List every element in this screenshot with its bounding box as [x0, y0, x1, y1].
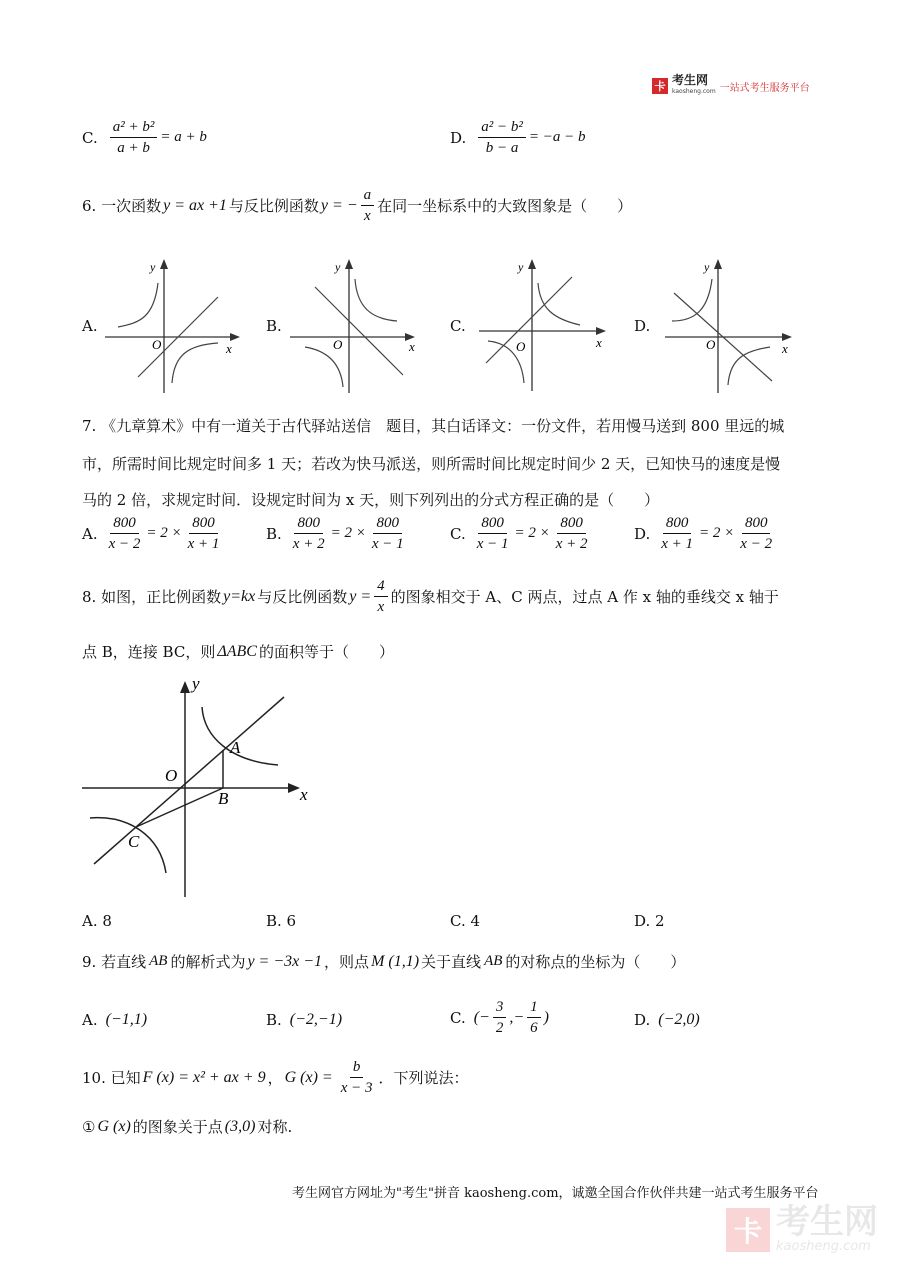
q10-stem: 10. 已知 F (x) = x² + ax + 9 ， G (x) = $\frac{b}{x - 3}$ ．下列说法：	[82, 1059, 469, 1096]
svg-text:y: y	[518, 260, 524, 274]
svg-text:C: C	[128, 832, 140, 851]
brand-name: 考生网	[672, 73, 709, 87]
svg-text:y: y	[192, 675, 200, 693]
q8-figure	[80, 675, 320, 905]
footer-text: 考生网官方网址为"考生"拼音 kaosheng.com，诚邀全国合作伙伴共建一站式考生服务平台	[292, 1186, 819, 1201]
q5-c-fraction: $\frac{\text{a² + b²}}{a + b}$	[110, 118, 158, 157]
svg-text:O: O	[516, 339, 526, 354]
svg-text:O: O	[152, 337, 162, 352]
q8-option-b: B. 6	[266, 912, 297, 930]
svg-text:x: x	[226, 341, 232, 356]
q8-stem-line-2: 点 B，连接 BC，则 ΔABC 的面积等于（ ）	[82, 642, 394, 661]
q9-option-d: D. (−2,0)	[634, 1011, 700, 1029]
q9-option-a: A. (−1,1)	[82, 1011, 148, 1029]
svg-text:O: O	[706, 337, 716, 352]
svg-text:A: A	[230, 738, 241, 757]
watermark-url: kaosheng.com	[776, 1239, 871, 1254]
q6-option-c-label: C.	[450, 317, 466, 335]
svg-text:x: x	[300, 785, 308, 804]
q5-option-c: C. $\frac{\text{a² + b²}}{a + b}$ = a + b	[82, 119, 207, 156]
svg-text:O: O	[165, 766, 178, 785]
svg-text:x: x	[409, 339, 415, 354]
q5-option-d: D. $\frac{\text{a² − b²}}{b - a}$ = −a − b	[450, 119, 586, 156]
svg-text:B: B	[218, 789, 229, 808]
q9-option-c: C. (− $\frac{3}{2}$ ,− $\frac{1}{6}$ )	[450, 999, 549, 1036]
q8-option-d: D. 2	[634, 912, 665, 930]
brand-slogan: 一站式考生服务平台	[719, 82, 810, 94]
q8-option-a: A. 8	[82, 912, 112, 930]
q7-line-1: 7. 《九章算术》中有一道关于古代驿站送信 题目，其白话译文：一份文件，若用慢马送到 800 里远的城	[82, 417, 785, 435]
q7-line-2: 市，所需时间比规定时间多 1 天；若改为快马派送，则所需时间比规定时间少 2 天，已知快马的速度是慢	[82, 455, 781, 473]
watermark-logo-icon: 卡	[726, 1208, 770, 1252]
q8-option-c: C. 4	[450, 912, 481, 930]
q7-option-c: C. $\frac{800}{x - 1}$ = 2 × $\frac{800}{x + 2}$	[450, 515, 588, 552]
q6-graph-b	[285, 255, 435, 397]
q6-graph-c	[474, 255, 624, 397]
q6-option-b-label: B.	[266, 317, 282, 335]
logo-icon: 卡	[652, 78, 668, 94]
svg-text:y: y	[335, 260, 341, 274]
q5-d-fraction: $\frac{\text{a² − b²}}{b - a}$	[478, 118, 526, 157]
site-logo	[652, 74, 810, 98]
q6-graph-d	[660, 255, 810, 397]
svg-text:y: y	[150, 260, 156, 274]
q10-item-1: ① G (x) 的图象关于点 (3,0) 对称.	[82, 1117, 293, 1136]
q7-option-d: D. $\frac{800}{x + 1}$ = 2 × $\frac{800}{x - 2}$	[634, 515, 773, 552]
watermark	[726, 1202, 878, 1254]
q6-graph-a	[100, 255, 250, 397]
brand-url: kaosheng.com	[672, 88, 716, 95]
q8-stem-line-1: 8. 如图，正比例函数 y=kx 与反比例函数 y = $\frac{4}{x}$ 的图象相交于 A、C 两点，过点 A 作 x 轴的垂线交 x 轴于	[82, 578, 779, 615]
q6-option-d-label: D.	[634, 317, 651, 335]
q7-line-3: 马的 2 倍，求规定时间．设规定时间为 x 天，则下列列出的分式方程正确的是（ ）	[82, 491, 660, 509]
watermark-text: 考生网	[776, 1202, 878, 1242]
svg-text:x: x	[782, 341, 788, 356]
svg-text:O: O	[333, 337, 343, 352]
q7-option-a: A. $\frac{800}{x - 2}$ = 2 × $\frac{800}{x + 1}$	[82, 515, 220, 552]
q9-option-b: B. (−2,−1)	[266, 1011, 343, 1029]
svg-text:x: x	[596, 335, 602, 350]
svg-text:y: y	[704, 260, 710, 274]
q9-stem: 9. 若直线 AB 的解析式为 y = −3x −1 ，则点 M (1,1) 关于直线 AB 的对称点的坐标为（ ）	[82, 952, 686, 971]
q7-option-b: B. $\frac{800}{x + 2}$ = 2 × $\frac{800}{x - 1}$	[266, 515, 404, 552]
q6-stem: 6. 一次函数 y = ax +1 与反比例函数 y = − $\frac{a}{x}$ 在同一坐标系中的大致图象是（ ）	[82, 187, 633, 224]
q6-option-a-label: A.	[82, 317, 98, 335]
